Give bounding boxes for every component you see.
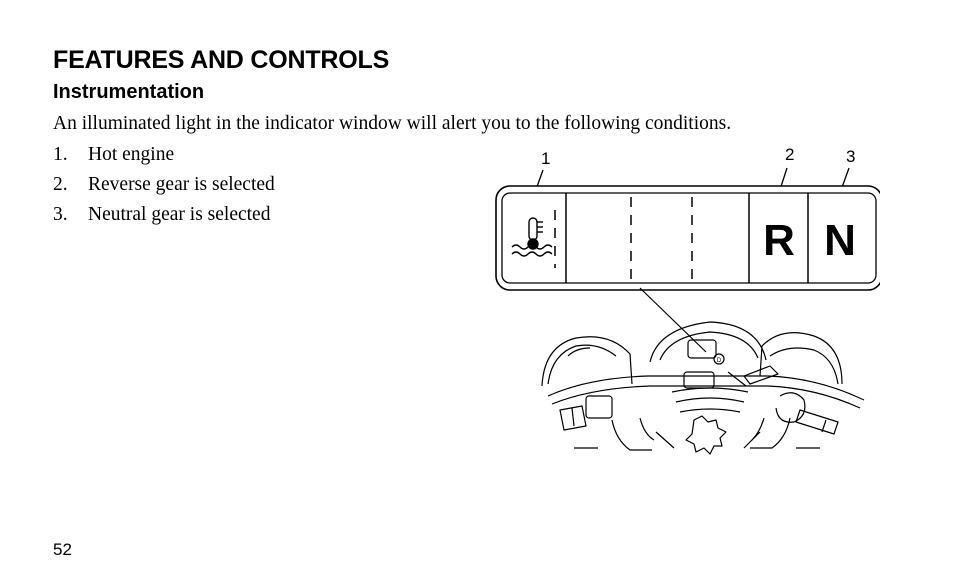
pointer-line — [640, 288, 706, 352]
list-item-text: Hot engine — [88, 144, 175, 165]
reverse-indicator-letter: R — [763, 216, 795, 265]
list-item-text: Neutral gear is selected — [88, 204, 271, 225]
indicator-window — [496, 186, 880, 290]
intro-paragraph: An illuminated light in the indicator window will alert you to the following conditions. — [53, 113, 732, 134]
list-item — [53, 173, 275, 203]
list-item-text: Reverse gear is selected — [88, 174, 275, 195]
neutral-indicator-letter: N — [824, 216, 856, 265]
callout-label-3: 3 — [846, 147, 856, 166]
subsection-title: Instrumentation — [53, 81, 205, 103]
list-item — [53, 143, 275, 173]
conditions-list — [53, 143, 275, 233]
list-item-number: 1. — [53, 144, 68, 165]
list-item-number: 2. — [53, 174, 68, 195]
atv-handlebar-drawing — [542, 322, 864, 454]
svg-text:D: D — [716, 358, 722, 364]
page-number: 52 — [53, 540, 72, 559]
list-item-number: 3. — [53, 204, 68, 225]
callout-label-2: 2 — [785, 145, 795, 164]
list-item — [53, 203, 275, 233]
section-title: FEATURES AND CONTROLS — [53, 46, 390, 74]
indicator-illustration — [480, 140, 880, 460]
callout-label-1: 1 — [541, 149, 551, 168]
